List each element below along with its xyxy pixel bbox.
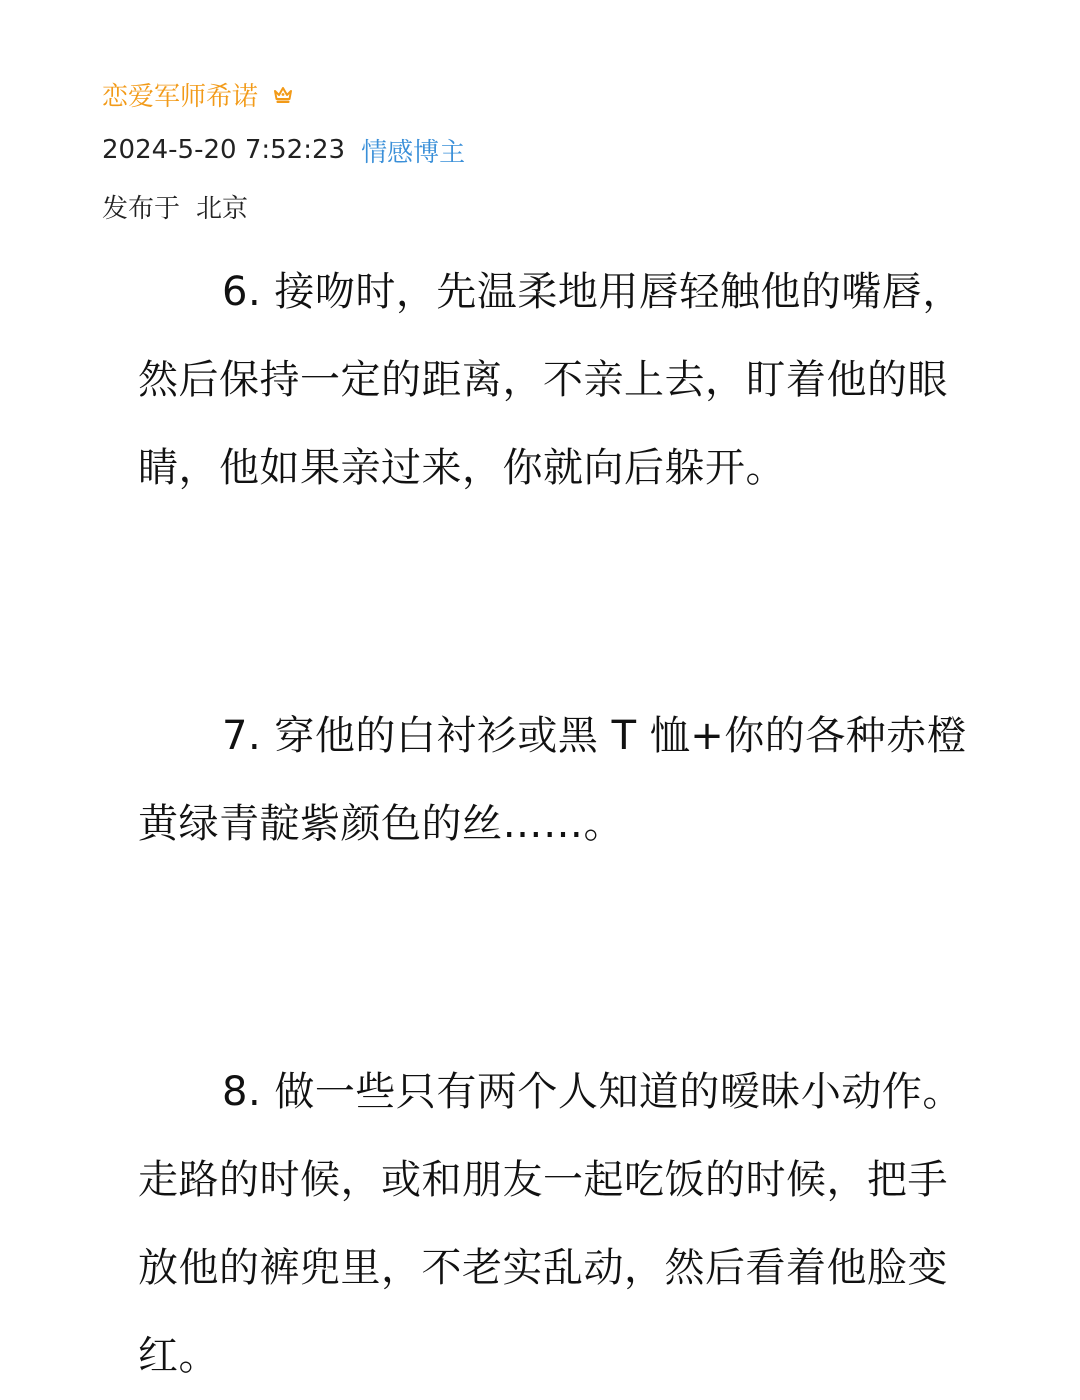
location-row — [102, 184, 1002, 228]
author-row — [102, 72, 1002, 116]
crown-icon — [272, 83, 294, 105]
paragraph-8: 8. 做一些只有两个人知道的暧昧小动作。走路的时候，或和朋友一起吃饭的时候，把手放他的裤兜里，不老实乱动，然后看着他脸变红。 — [138, 1069, 963, 1379]
paragraph-7: 7. 穿他的白衬衫或黑 T 恤+你的各种赤橙黄绿青靛紫颜色的丝……。 — [138, 713, 968, 847]
location-label: 发布于 — [102, 193, 181, 224]
post-timestamp: 2024-5-20 7:52:23 — [102, 135, 346, 165]
post-header — [102, 72, 1002, 228]
author-badge[interactable]: 情感博主 — [361, 137, 466, 168]
meta-row — [102, 128, 1002, 172]
author-name[interactable]: 恋爱军师希诺 — [102, 81, 259, 112]
paragraph-6: 6. 接吻时，先温柔地用唇轻触他的嘴唇，然后保持一定的距离，不亲上去，盯着他的眼睛，他如果亲过来，你就向后躲开。 — [138, 269, 963, 491]
location-value: 北京 — [196, 193, 249, 224]
post-content — [138, 248, 968, 1400]
